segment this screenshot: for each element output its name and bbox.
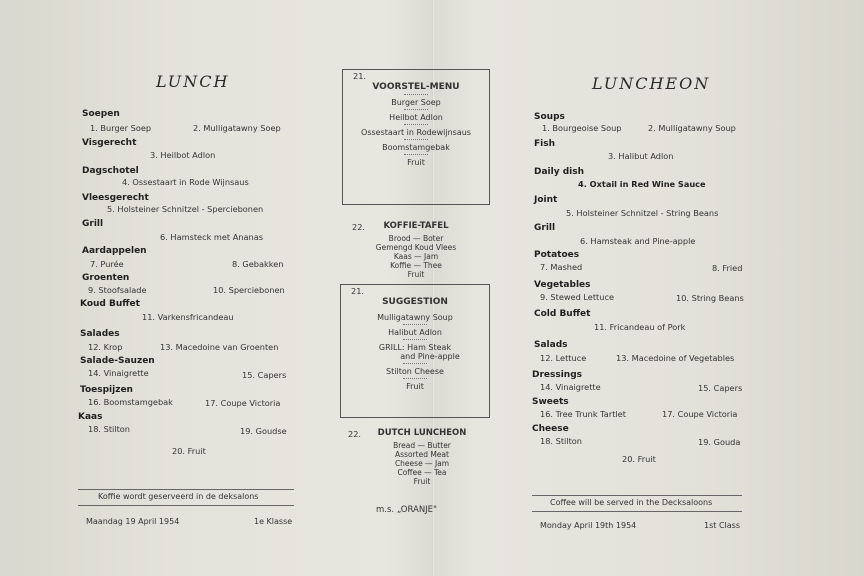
item-2-nl: 2. Mulligatawny Soep (193, 123, 281, 133)
divider (404, 154, 428, 155)
item-15-en: 15. Capers (698, 383, 743, 393)
item-14-nl: 14. Vinaigrette (88, 368, 149, 378)
item-8-nl: 8. Gebakken (232, 259, 284, 269)
item-14-en: 14. Vinaigrette (540, 382, 601, 392)
right-coffee-note: Coffee will be served in the Decksaloons (550, 498, 713, 507)
dutch-line-1: Bread — Butter (393, 441, 451, 450)
koffie-line-5: Fruit (407, 270, 425, 279)
item-4-nl: 4. Ossestaart in Rode Wijnsaus (122, 177, 249, 187)
heading-soups: Soups (534, 112, 565, 122)
item-11-nl: 11. Varkensfricandeau (142, 312, 234, 322)
heading-sweets: Sweets (532, 397, 569, 407)
item-20-en: 20. Fruit (622, 454, 656, 464)
item-17-en: 17. Coupe Victoria (662, 409, 738, 419)
divider (403, 324, 427, 325)
heading-groenten: Groenten (82, 273, 130, 283)
item-15-nl: 15. Capers (242, 370, 287, 380)
koffie-title: KOFFIE-TAFEL (383, 221, 449, 231)
dutch-number: 22. (348, 429, 362, 439)
heading-dressings: Dressings (532, 370, 583, 380)
heading-dagschotel: Dagschotel (82, 166, 139, 176)
dutch-luncheon-block (352, 428, 492, 486)
heading-grill-nl: Grill (82, 219, 104, 229)
koffie-line-3: Kaas — Jam (393, 252, 439, 261)
divider (404, 109, 428, 110)
item-5-nl: 5. Holsteiner Schnitzel - Sperciebonen (107, 204, 264, 214)
heading-fish: Fish (534, 139, 555, 149)
voorstel-line-1: Burger Soep (391, 98, 441, 107)
voorstel-line-2: Heilbot Adlon (389, 113, 443, 122)
koffie-line-1: Brood — Boter (388, 234, 444, 243)
heading-soepen: Soepen (82, 109, 120, 119)
right-class: 1st Class (704, 521, 740, 530)
voorstel-line-4: Boomstamgebak (382, 143, 450, 152)
item-4-en: 4. Oxtail in Red Wine Sauce (578, 179, 706, 189)
item-2-en: 2. Mulligatawny Soup (648, 123, 736, 133)
item-7-en: 7. Mashed (540, 262, 583, 272)
item-6-nl: 6. Hamsteck met Ananas (160, 232, 264, 242)
item-8-en: 8. Fried (712, 263, 743, 273)
item-19-en: 19. Gouda (698, 437, 741, 447)
voorstel-line-5: Fruit (407, 158, 425, 167)
right-title: LUNCHEON (592, 74, 711, 93)
item-18-nl: 18. Stilton (88, 424, 130, 434)
divider (404, 124, 428, 125)
heading-koud-buffet: Koud Buffet (80, 299, 140, 309)
ship-name: m.s. „ORANJE" (376, 505, 437, 515)
item-16-en: 16. Tree Trunk Tartlet (540, 409, 626, 419)
koffie-line-4: Koffie — Thee (390, 261, 442, 270)
item-9-nl: 9. Stoofsalade (88, 285, 147, 295)
dutch-line-2: Assorted Meat (395, 450, 449, 459)
item-19-nl: 19. Goudse (240, 426, 287, 436)
heading-vleesgerecht: Vleesgerecht (82, 193, 149, 203)
suggestion-number: 21. (351, 286, 365, 296)
heading-joint: Joint (534, 195, 558, 205)
koffie-number: 22. (352, 222, 366, 232)
item-9-en: 9. Stewed Lettuce (540, 292, 614, 302)
heading-vegetables: Vegetables (534, 280, 591, 290)
heading-cold-buffet: Cold Buffet (534, 309, 591, 319)
item-12-nl: 12. Krop (88, 342, 123, 352)
item-12-en: 12. Lettuce (540, 353, 587, 363)
divider (403, 363, 427, 364)
voorstel-menu-box (342, 69, 490, 205)
right-date: Monday April 19th 1954 (540, 521, 637, 530)
suggestion-line-2: Halibut Adlon (388, 328, 442, 337)
item-16-nl: 16. Boomstamgebak (88, 397, 173, 407)
divider (404, 139, 428, 140)
right-rule-top (532, 495, 742, 496)
divider (404, 94, 428, 95)
suggestion-title: SUGGESTION (382, 297, 448, 307)
voorstel-number: 21. (353, 71, 367, 81)
dutch-title: DUTCH LUNCHEON (377, 428, 467, 438)
left-rule-bottom (78, 505, 294, 506)
voorstel-line-3: Ossestaart in Rodewijnsaus (361, 128, 471, 137)
item-18-en: 18. Stilton (540, 436, 582, 446)
item-3-en: 3. Halibut Adlon (608, 151, 674, 161)
suggestion-box (340, 284, 490, 418)
item-13-en: 13. Macedoine of Vegetables (616, 353, 735, 363)
item-11-en: 11. Fricandeau of Pork (594, 322, 686, 332)
left-title: LUNCH (156, 72, 230, 91)
heading-aardappelen: Aardappelen (82, 246, 147, 256)
heading-cheese: Cheese (532, 424, 569, 434)
left-rule-top (78, 489, 294, 490)
item-7-nl: 7. Purée (90, 259, 124, 269)
heading-kaas: Kaas (78, 412, 103, 422)
item-20-nl: 20. Fruit (172, 446, 206, 456)
dutch-line-3: Cheese — Jam (394, 459, 450, 468)
heading-toespijzen: Toespijzen (80, 385, 133, 395)
suggestion-line-1: Mulligatawny Soup (377, 313, 453, 322)
item-10-en: 10. String Beans (676, 293, 744, 303)
item-17-nl: 17. Coupe Victoria (205, 398, 281, 408)
suggestion-line-5: Fruit (406, 382, 424, 391)
dutch-line-4: Coffee — Tea (397, 468, 447, 477)
koffie-line-2: Gemengd Koud Vlees (375, 243, 457, 252)
suggestion-line-3b: and Pine-apple (400, 352, 460, 361)
left-class: 1e Klasse (254, 517, 293, 526)
divider (403, 339, 427, 340)
heading-daily-dish: Daily dish (534, 167, 585, 177)
koffie-tafel-block (342, 221, 490, 279)
suggestion-line-3a: GRILL: Ham Steak (378, 343, 452, 352)
heading-salades: Salades (80, 329, 120, 339)
heading-salade-sauzen: Salade-Sauzen (80, 356, 155, 366)
left-date: Maandag 19 April 1954 (86, 517, 180, 526)
item-13-nl: 13. Macedoine van Groenten (160, 342, 279, 352)
item-3-nl: 3. Heilbot Adlon (150, 150, 216, 160)
item-1-en: 1. Bourgeoise Soup (542, 123, 622, 133)
left-coffee-note: Koffie wordt geserveerd in de deksalons (98, 492, 259, 501)
dutch-line-5: Fruit (413, 477, 431, 486)
item-1-nl: 1. Burger Soep (90, 123, 152, 133)
heading-potatoes: Potatoes (534, 250, 580, 260)
item-5-en: 5. Holsteiner Schnitzel - String Beans (566, 208, 719, 218)
heading-visgerecht: Visgerecht (82, 138, 137, 148)
heading-grill-en: Grill (534, 223, 556, 233)
item-10-nl: 10. Sperciebonen (213, 285, 285, 295)
heading-salads: Salads (534, 340, 568, 350)
item-6-en: 6. Hamsteak and Pine-apple (580, 236, 696, 246)
right-rule-bottom (532, 511, 742, 512)
divider (403, 378, 427, 379)
voorstel-title: VOORSTEL-MENU (372, 82, 460, 92)
suggestion-line-4: Stilton Cheese (386, 367, 444, 376)
